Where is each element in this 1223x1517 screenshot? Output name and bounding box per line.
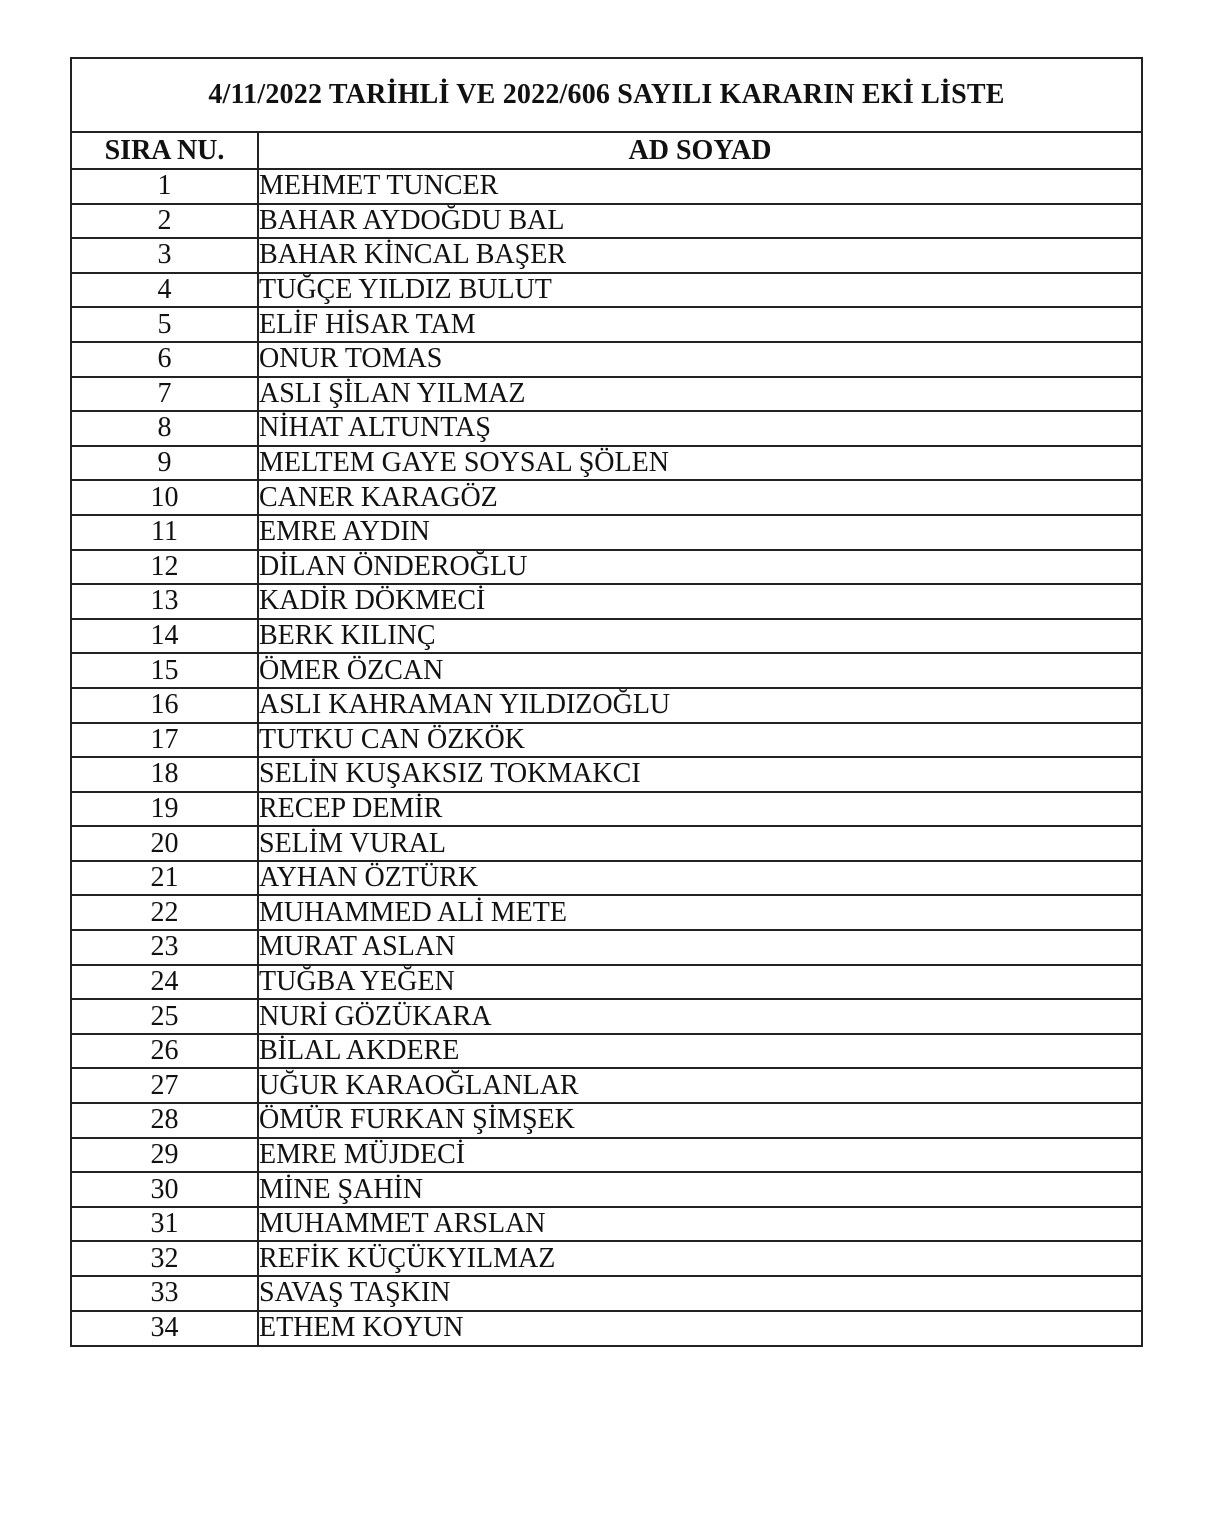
table-row [72,688,1141,723]
row-number: 23 [72,930,258,965]
row-number: 8 [72,411,258,446]
table-row [72,342,1141,377]
table-row [72,584,1141,619]
row-full-name: ÖMER ÖZCAN [258,653,1141,688]
row-number: 18 [72,757,258,792]
table-row [72,307,1141,342]
row-full-name: ASLI ŞİLAN YILMAZ [258,377,1141,412]
row-number: 14 [72,619,258,654]
table-row [72,723,1141,758]
row-full-name: MEHMET TUNCER [258,169,1141,204]
row-number: 26 [72,1034,258,1069]
row-full-name: EMRE AYDIN [258,515,1141,550]
row-number: 31 [72,1207,258,1242]
row-number: 24 [72,965,258,1000]
row-full-name: ÖMÜR FURKAN ŞİMŞEK [258,1103,1141,1138]
table-row [72,653,1141,688]
table-row [72,377,1141,412]
table-row [72,619,1141,654]
row-full-name: BİLAL AKDERE [258,1034,1141,1069]
row-full-name: DİLAN ÖNDEROĞLU [258,550,1141,585]
row-full-name: MURAT ASLAN [258,930,1141,965]
row-number: 25 [72,999,258,1034]
table-row [72,1034,1141,1069]
table-row [72,1068,1141,1103]
row-number: 7 [72,377,258,412]
row-number: 29 [72,1138,258,1173]
row-number: 34 [72,1311,258,1346]
row-full-name: EMRE MÜJDECİ [258,1138,1141,1173]
row-full-name: BAHAR AYDOĞDU BAL [258,204,1141,239]
table-row [72,480,1141,515]
row-full-name: BERK KILINÇ [258,619,1141,654]
row-full-name: MUHAMMET ARSLAN [258,1207,1141,1242]
row-full-name: TUĞÇE YILDIZ BULUT [258,273,1141,308]
document-sheet [70,57,1143,1347]
table-row [72,1311,1141,1346]
row-full-name: ETHEM KOYUN [258,1311,1141,1346]
table-row [72,238,1141,273]
table-row [72,1172,1141,1207]
row-number: 21 [72,861,258,896]
table-row [72,169,1141,204]
row-full-name: REFİK KÜÇÜKYILMAZ [258,1241,1141,1276]
row-number: 20 [72,826,258,861]
table-row [72,515,1141,550]
row-full-name: TUTKU CAN ÖZKÖK [258,723,1141,758]
row-number: 27 [72,1068,258,1103]
row-number: 1 [72,169,258,204]
table-body [72,169,1141,1345]
row-full-name: MUHAMMED ALİ METE [258,895,1141,930]
table-row [72,757,1141,792]
table-row [72,792,1141,827]
table-row [72,999,1141,1034]
row-full-name: KADİR DÖKMECİ [258,584,1141,619]
table-row [72,1276,1141,1311]
row-number: 12 [72,550,258,585]
table-row [72,861,1141,896]
row-number: 13 [72,584,258,619]
row-number: 30 [72,1172,258,1207]
row-number: 28 [72,1103,258,1138]
row-full-name: ASLI KAHRAMAN YILDIZOĞLU [258,688,1141,723]
table-row [72,895,1141,930]
row-full-name: CANER KARAGÖZ [258,480,1141,515]
table-row [72,1241,1141,1276]
table-row [72,273,1141,308]
row-number: 16 [72,688,258,723]
column-header-ad-soyad: AD SOYAD [258,133,1141,169]
row-full-name: UĞUR KARAOĞLANLAR [258,1068,1141,1103]
row-full-name: RECEP DEMİR [258,792,1141,827]
table-row [72,204,1141,239]
row-number: 6 [72,342,258,377]
table-row [72,826,1141,861]
row-number: 9 [72,446,258,481]
row-number: 22 [72,895,258,930]
row-number: 11 [72,515,258,550]
row-full-name: MİNE ŞAHİN [258,1172,1141,1207]
table-row [72,930,1141,965]
row-number: 4 [72,273,258,308]
row-number: 19 [72,792,258,827]
row-number: 5 [72,307,258,342]
table-header-row [72,133,1141,169]
row-full-name: ELİF HİSAR TAM [258,307,1141,342]
row-number: 10 [72,480,258,515]
column-header-sira-nu: SIRA NU. [72,133,258,169]
document-title: 4/11/2022 TARİHLİ VE 2022/606 SAYILI KARARIN EKİ LİSTE [72,59,1141,133]
row-full-name: NURİ GÖZÜKARA [258,999,1141,1034]
row-full-name: AYHAN ÖZTÜRK [258,861,1141,896]
row-full-name: MELTEM GAYE SOYSAL ŞÖLEN [258,446,1141,481]
row-full-name: BAHAR KİNCAL BAŞER [258,238,1141,273]
table-row [72,1138,1141,1173]
row-number: 33 [72,1276,258,1311]
row-full-name: ONUR TOMAS [258,342,1141,377]
row-full-name: SELİN KUŞAKSIZ TOKMAKCI [258,757,1141,792]
table-row [72,550,1141,585]
row-number: 32 [72,1241,258,1276]
name-list-table [72,133,1141,1345]
table-row [72,1207,1141,1242]
row-full-name: TUĞBA YEĞEN [258,965,1141,1000]
table-row [72,1103,1141,1138]
row-number: 15 [72,653,258,688]
table-row [72,446,1141,481]
row-number: 17 [72,723,258,758]
table-row [72,965,1141,1000]
row-full-name: SAVAŞ TAŞKIN [258,1276,1141,1311]
row-full-name: NİHAT ALTUNTAŞ [258,411,1141,446]
row-number: 2 [72,204,258,239]
row-number: 3 [72,238,258,273]
table-row [72,411,1141,446]
row-full-name: SELİM VURAL [258,826,1141,861]
